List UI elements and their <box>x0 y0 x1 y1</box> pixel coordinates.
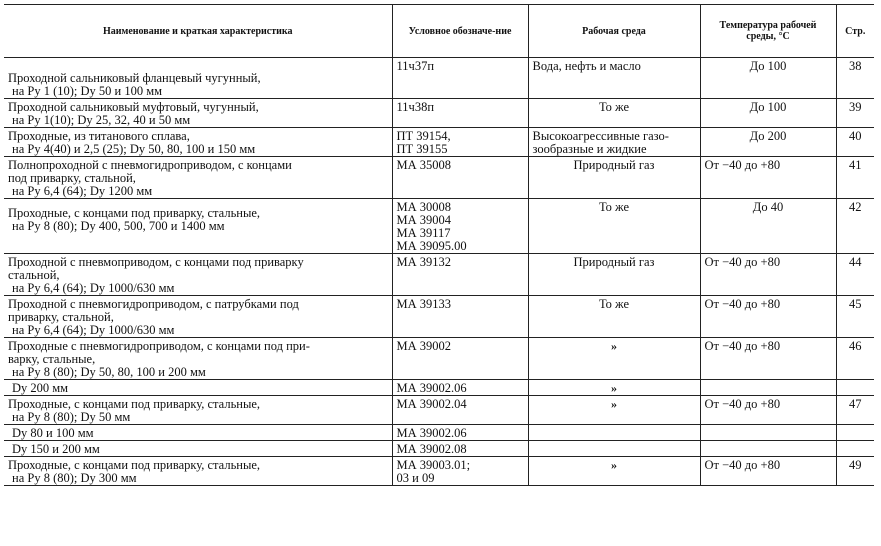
name-line: Проходные, с концами под приварку, стальные, <box>8 458 261 472</box>
table-header <box>4 5 874 58</box>
designation-line: МА 39002.06 <box>396 426 467 440</box>
cell-medium <box>528 99 700 128</box>
designation-line: 11ч37п <box>396 59 435 73</box>
designation-line: МА 39095.00 <box>396 239 467 253</box>
name-line: на Pу 8 (80); Dу 50, 80, 100 и 200 мм <box>12 365 206 379</box>
designation-line: МА 39132 <box>396 255 452 269</box>
cell-page: 38 <box>836 58 874 99</box>
table-row <box>4 380 874 396</box>
cell-designation <box>392 338 528 380</box>
cell-designation <box>392 199 528 254</box>
designation-line: МА 39004 <box>396 213 452 227</box>
name-line: Проходной сальниковый муфтовый, чугунный, <box>8 100 259 114</box>
designation-line: ПТ 39155 <box>396 142 448 156</box>
cell-name <box>4 199 392 254</box>
designation-line: МА 35008 <box>396 158 452 172</box>
medium-line: То же <box>598 297 630 311</box>
name-line: на Pу 6,4 (64); Dу 1000/630 мм <box>12 281 175 295</box>
cell-temperature <box>700 380 836 396</box>
cell-designation <box>392 396 528 425</box>
cell-designation <box>392 254 528 296</box>
name-line: на Pу 6,4 (64); Dу 1000/630 мм <box>12 323 175 337</box>
cell-designation <box>392 157 528 199</box>
cell-medium <box>528 441 700 457</box>
cell-name <box>4 338 392 380</box>
cell-name <box>4 296 392 338</box>
cell-designation <box>392 58 528 99</box>
cell-page: 39 <box>836 99 874 128</box>
cell-page: 40 <box>836 128 874 157</box>
medium-line: » <box>611 397 617 411</box>
designation-line: МА 39002.04 <box>396 397 467 411</box>
header-temperature: Температура рабочей среды, °С <box>700 5 836 58</box>
medium-line: зообразные и жидкие <box>532 142 647 156</box>
name-line: Dу 80 и 100 мм <box>12 426 94 440</box>
name-line: Dу 150 и 200 мм <box>12 442 100 456</box>
designation-line: МА 39117 <box>396 226 451 240</box>
cell-designation <box>392 457 528 486</box>
cell-name <box>4 99 392 128</box>
cell-designation <box>392 425 528 441</box>
name-line: Проходной сальниковый фланцевый чугунный, <box>8 71 261 85</box>
cell-name <box>4 380 392 396</box>
cell-medium <box>528 396 700 425</box>
name-line: Проходные, из титанового сплава, <box>8 129 190 143</box>
medium-line: То же <box>598 100 630 114</box>
cell-page: 42 <box>836 199 874 254</box>
cell-temperature <box>700 441 836 457</box>
cell-name <box>4 396 392 425</box>
table-row <box>4 338 874 380</box>
cell-designation <box>392 128 528 157</box>
cell-medium <box>528 58 700 99</box>
cell-name <box>4 58 392 99</box>
cell-designation <box>392 296 528 338</box>
table-row <box>4 296 874 338</box>
table-row <box>4 396 874 425</box>
cell-temperature: От −40 до +80 <box>700 254 836 296</box>
cell-temperature: До 100 <box>700 58 836 99</box>
designation-line: МА 30008 <box>396 200 452 214</box>
cell-temperature: До 40 <box>700 199 836 254</box>
medium-line: То же <box>598 200 630 214</box>
cell-page: 47 <box>836 396 874 425</box>
designation-line: ПТ 39154, <box>396 129 451 143</box>
name-line: Проходной с пневмогидроприводом, с патрубками под <box>8 297 299 311</box>
cell-medium <box>528 199 700 254</box>
cell-page <box>836 441 874 457</box>
table-row <box>4 457 874 486</box>
cell-name <box>4 157 392 199</box>
valve-catalog-table <box>4 4 874 486</box>
name-line: на Pу 1 (10); Dу 50 и 100 мм <box>12 84 163 98</box>
cell-temperature: До 100 <box>700 99 836 128</box>
designation-line: МА 39002 <box>396 339 452 353</box>
cell-temperature: От −40 до +80 <box>700 457 836 486</box>
name-line: на Pу 1(10); Dу 25, 32, 40 и 50 мм <box>12 113 191 127</box>
header-medium: Рабочая среда <box>528 5 700 58</box>
cell-temperature: От −40 до +80 <box>700 338 836 380</box>
medium-line: Вода, нефть и масло <box>532 59 641 73</box>
table-row <box>4 58 874 99</box>
cell-page <box>836 380 874 396</box>
cell-name <box>4 254 392 296</box>
table-row <box>4 157 874 199</box>
name-line: Полнопроходной с пневмогидроприводом, с концами <box>8 158 292 172</box>
cell-designation <box>392 380 528 396</box>
name-line: приварку, стальной, <box>8 310 114 324</box>
designation-line: МА 39133 <box>396 297 452 311</box>
cell-medium <box>528 254 700 296</box>
cell-page: 45 <box>836 296 874 338</box>
cell-name <box>4 425 392 441</box>
name-line: на Pу 8 (80); Dу 400, 500, 700 и 1400 мм <box>12 219 225 233</box>
cell-medium <box>528 425 700 441</box>
cell-medium <box>528 128 700 157</box>
cell-medium <box>528 457 700 486</box>
table-row <box>4 254 874 296</box>
designation-line: МА 39002.08 <box>396 442 467 456</box>
cell-designation <box>392 441 528 457</box>
cell-temperature: От −40 до +80 <box>700 296 836 338</box>
table-row <box>4 425 874 441</box>
cell-temperature <box>700 425 836 441</box>
cell-medium <box>528 338 700 380</box>
cell-medium <box>528 296 700 338</box>
medium-line: Высокоагрессивные газо- <box>532 129 669 143</box>
designation-line: МА 39002.06 <box>396 381 467 395</box>
name-line: под приварку, стальной, <box>8 171 136 185</box>
header-name: Наименование и краткая характеристика <box>4 5 392 58</box>
table-row <box>4 128 874 157</box>
name-line: Проходные, с концами под приварку, стальные, <box>8 206 261 220</box>
name-line: на Pу 6,4 (64); Dу 1200 мм <box>12 184 153 198</box>
name-line: на Pу 8 (80); Dу 50 мм <box>12 410 131 424</box>
cell-medium <box>528 157 700 199</box>
name-line: Dу 200 мм <box>12 381 69 395</box>
cell-temperature: От −40 до +80 <box>700 396 836 425</box>
medium-line: » <box>611 339 617 353</box>
designation-line: МА 39003.01; <box>396 458 471 472</box>
name-line: варку, стальные, <box>8 352 96 366</box>
cell-designation <box>392 99 528 128</box>
name-line: Проходные, с концами под приварку, стальные, <box>8 397 261 411</box>
medium-line: » <box>611 381 617 395</box>
medium-line: » <box>611 458 617 472</box>
cell-name <box>4 457 392 486</box>
cell-page: 41 <box>836 157 874 199</box>
medium-line: Природный газ <box>573 158 655 172</box>
cell-name <box>4 128 392 157</box>
table-row <box>4 199 874 254</box>
medium-line: Природный газ <box>573 255 655 269</box>
name-line: Проходной с пневмоприводом, с концами под приварку <box>8 255 304 269</box>
cell-temperature: До 200 <box>700 128 836 157</box>
name-line: Проходные с пневмогидроприводом, с концами под при- <box>8 339 310 353</box>
table-body <box>4 58 874 486</box>
designation-line: 03 и 09 <box>396 471 435 485</box>
designation-line: 11ч38п <box>396 100 435 114</box>
name-line: на Pу 4(40) и 2,5 (25); Dу 50, 80, 100 и 150 мм <box>12 142 256 156</box>
cell-name <box>4 441 392 457</box>
cell-page <box>836 425 874 441</box>
header-page: Стр. <box>836 5 874 58</box>
name-line: на Pу 8 (80); Dу 300 мм <box>12 471 137 485</box>
table-row <box>4 99 874 128</box>
cell-page: 49 <box>836 457 874 486</box>
cell-page: 46 <box>836 338 874 380</box>
table-row <box>4 441 874 457</box>
header-designation: Условное обозначе-ние <box>392 5 528 58</box>
cell-temperature: От −40 до +80 <box>700 157 836 199</box>
name-line: стальной, <box>8 268 60 282</box>
cell-page: 44 <box>836 254 874 296</box>
cell-medium <box>528 380 700 396</box>
